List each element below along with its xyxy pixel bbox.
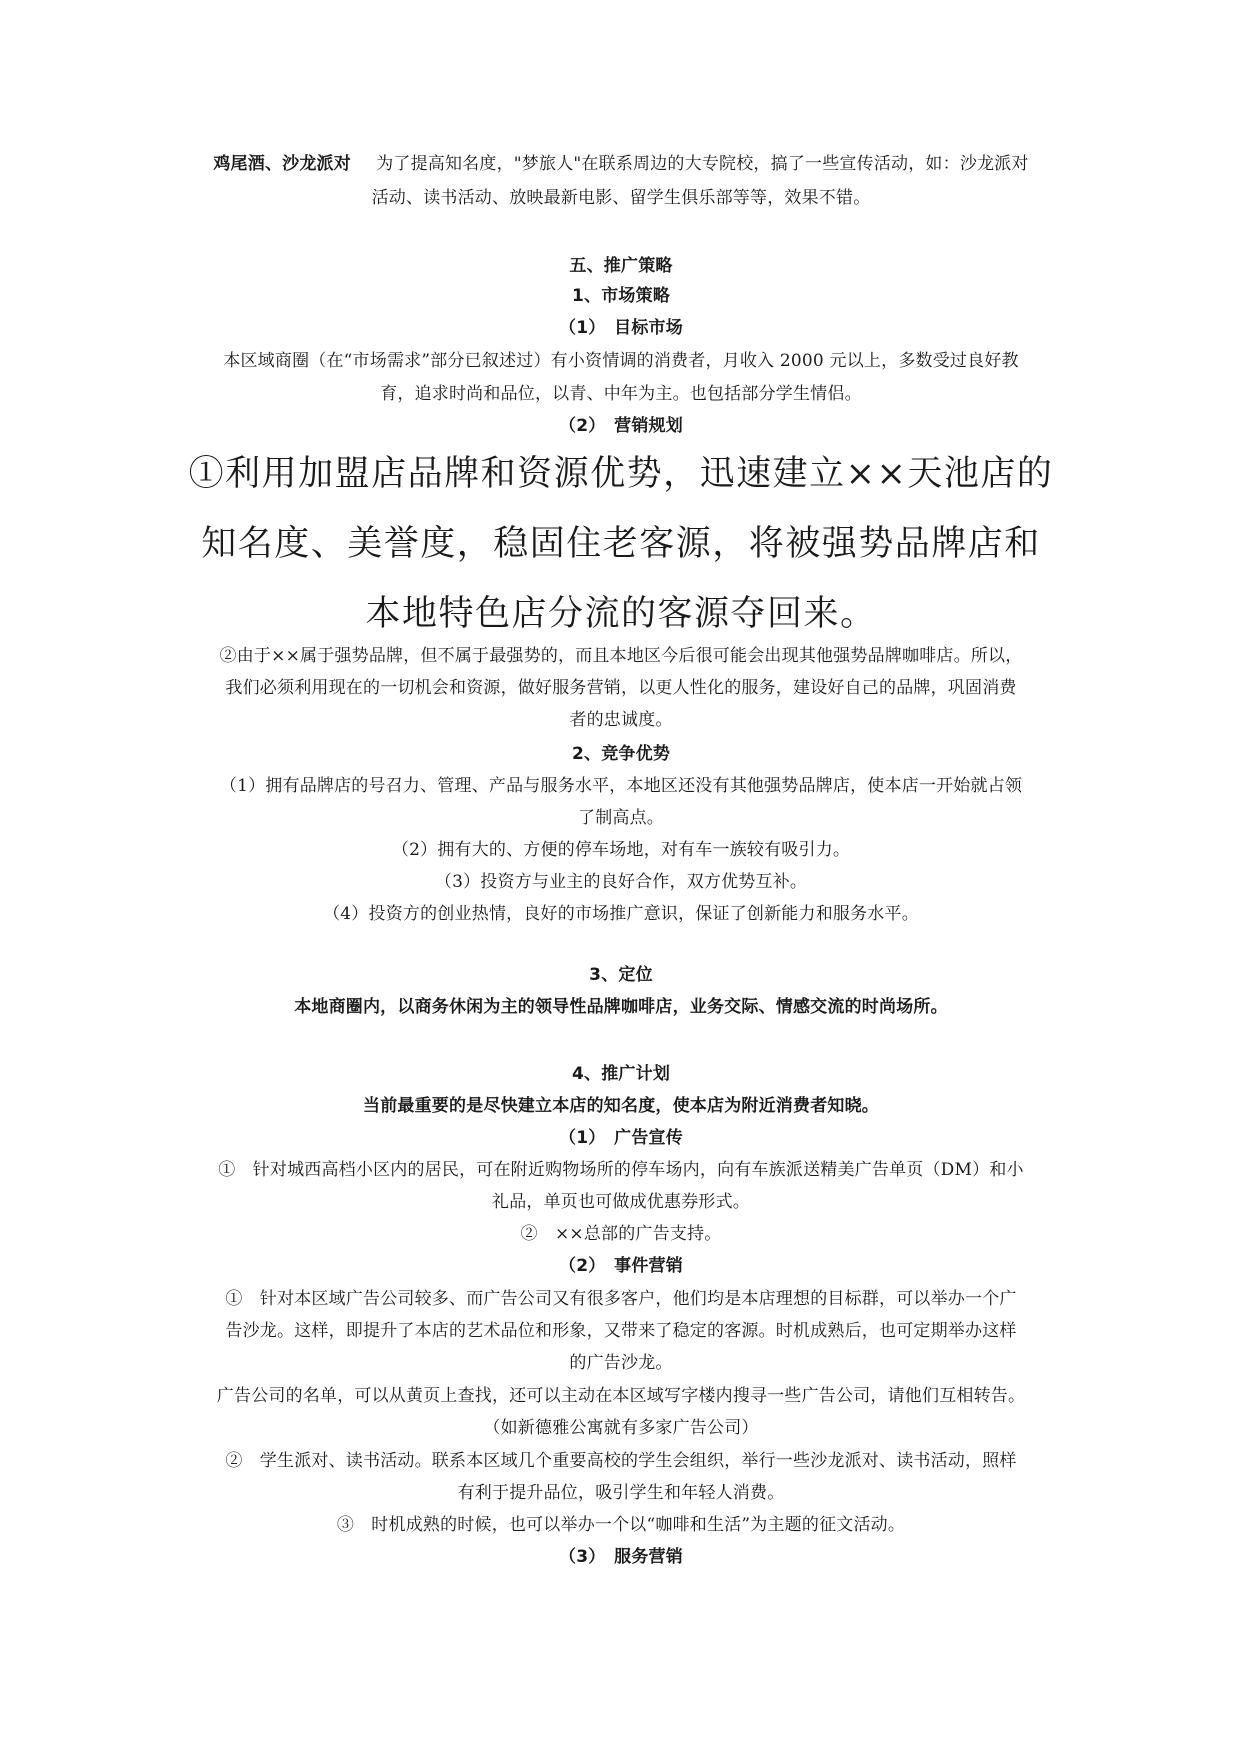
target-market-line-2: 育，追求时尚和品位，以青、中年为主。也包括部分学生情侣。: [380, 384, 862, 404]
events-item-1-line-3: 的广告沙龙。: [569, 1353, 673, 1373]
events-item-2-line-1: ② 学生派对、读书活动。联系本区域几个重要高校的学生会组织，举行一些沙龙派对、读书活动，照样: [225, 1451, 1017, 1471]
target-market-line-1: 本区域商圈（在“市场需求”部分已叙述过）有小资情调的消费者，月收入 2000 元以上，多数受过良好教: [223, 351, 1019, 371]
advantage-item-4: （4）投资方的创业热情，良好的市场推广意识，保证了创新能力和服务水平。: [323, 904, 919, 924]
promo-plan-subheading: 当前最重要的是尽快建立本店的知名度，使本店为附近消费者知晓。: [363, 1096, 879, 1116]
advantage-item-2: （2）拥有大的、方便的停车场地，对有车一族较有吸引力。: [391, 840, 851, 860]
ads-item-1-line-1: ① 针对城西高档小区内的居民，可在附近购物场所的停车场内，向有车族派送精美广告单页（DM）和小: [218, 1160, 1024, 1180]
intro-line-2: 活动、读书活动、放映最新电影、留学生俱乐部等等，效果不错。: [371, 188, 871, 208]
intro-text-1: 为了提高知名度，"梦旅人"在联系周边的大专院校，搞了一些宣传活动，如：沙龙派对: [376, 154, 1029, 174]
events-note-line-1: 广告公司的名单，可以从黄页上查找，还可以主动在本区域写字楼内搜寻一些广告公司，请他们互相转告。: [216, 1386, 1026, 1406]
market-strategy-heading: 1、市场策略: [571, 286, 671, 306]
service-marketing-heading: （3） 服务营销: [559, 1547, 683, 1567]
advantage-item-3: （3）投资方与业主的良好合作，双方优势互补。: [434, 872, 808, 892]
marketing-plan-big-line-3: 本地特色店分流的客源夺回来。: [365, 594, 877, 634]
positioning-heading: 3、定位: [589, 965, 653, 985]
marketing-plan-p2-line-1: ②由于××属于强势品牌，但不属于最强势的，而且本地区今后很可能会出现其他强势品牌咖啡店。所以，: [219, 646, 1023, 666]
marketing-plan-big-line-2: 知名度、美誉度，稳固住老客源，将被强势品牌店和: [201, 524, 1041, 564]
marketing-plan-heading: （2） 营销规划: [559, 416, 683, 436]
advantage-item-1-line-2: 了制高点。: [578, 808, 664, 828]
intro-title: 鸡尾酒、沙龙派对: [213, 154, 351, 174]
marketing-plan-p2-line-3: 者的忠诚度。: [569, 710, 673, 730]
events-note-line-2: （如新德雅公寓就有多家广告公司）: [483, 1418, 759, 1438]
intro-line-1: [188, 153, 1054, 175]
ads-item-2: ② ××总部的广告支持。: [520, 1224, 722, 1244]
marketing-plan-big-line-1: ①利用加盟店品牌和资源优势，迅速建立××天池店的: [188, 454, 1054, 494]
promo-plan-heading: 4、推广计划: [571, 1064, 671, 1084]
events-item-1-line-1: ① 针对本区域广告公司较多、而广告公司又有很多客户，他们均是本店理想的目标群，可以举办一个广: [225, 1289, 1017, 1309]
ads-item-1-line-2: 礼品，单页也可做成优惠券形式。: [492, 1192, 750, 1212]
events-item-2-line-2: 有利于提升品位，吸引学生和年轻人消费。: [457, 1483, 785, 1503]
events-item-3: ③ 时机成熟的时候，也可以举办一个以“咖啡和生活”为主题的征文活动。: [336, 1515, 906, 1535]
events-heading: （2） 事件营销: [559, 1256, 683, 1276]
ads-heading: （1） 广告宣传: [559, 1128, 683, 1148]
positioning-text: 本地商圈内，以商务休闲为主的领导性品牌咖啡店，业务交际、情感交流的时尚场所。: [294, 997, 948, 1017]
events-item-1-line-2: 告沙龙。这样，即提升了本店的艺术品位和形象，又带来了稳定的客源。时机成熟后，也可定期举办这样: [225, 1321, 1017, 1341]
marketing-plan-p2-line-2: 我们必须利用现在的一切机会和资源，做好服务营销，以更人性化的服务，建设好自己的品牌，巩固消费: [225, 678, 1017, 698]
section5-heading: 五、推广策略: [569, 256, 673, 276]
advantage-item-1-line-1: （1）拥有品牌店的号召力、管理、产品与服务水平，本地区还没有其他强势品牌店，使本店一开始就占领: [219, 776, 1023, 796]
advantage-heading: 2、竞争优势: [571, 744, 671, 764]
document-page: [188, 0, 1054, 1754]
target-market-heading: （1） 目标市场: [559, 318, 683, 338]
